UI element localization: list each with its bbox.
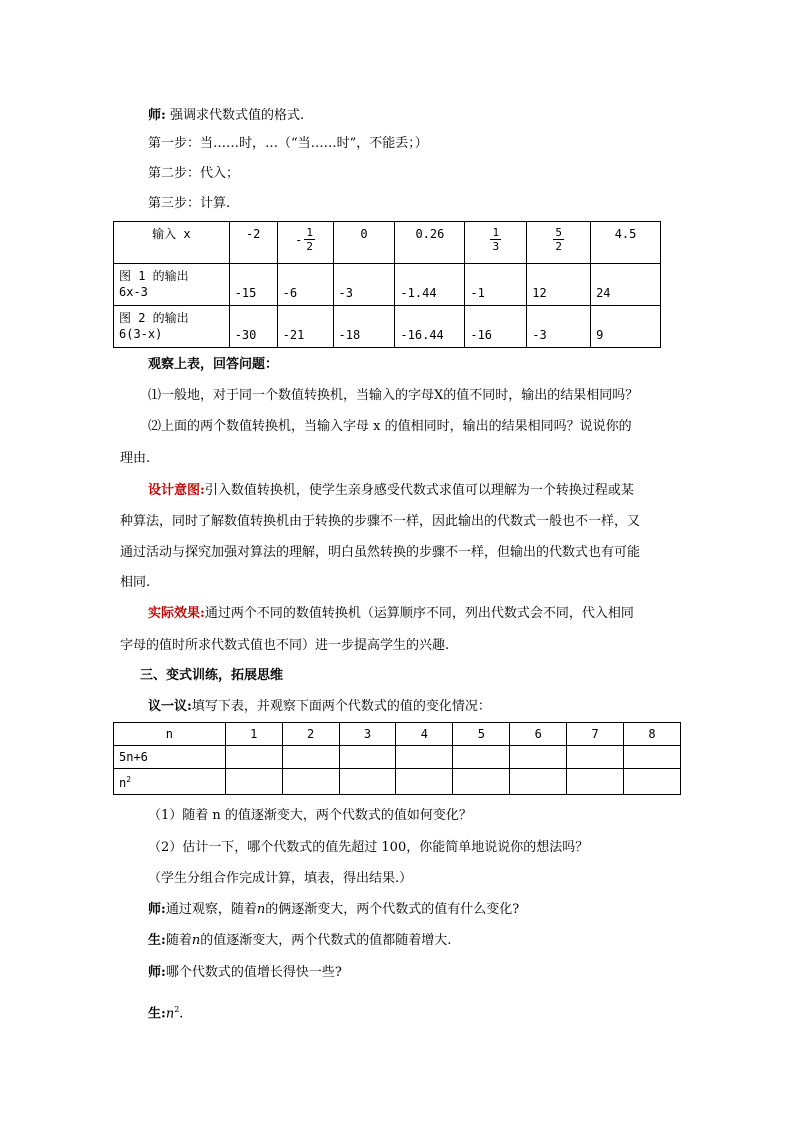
section-heading: 三、变式训练，拓展思维 [140,668,284,683]
design-line-4: 相同. [120,575,151,590]
table-cell: 9 [591,306,661,348]
table-cell: 12 [527,264,591,306]
row-label-cell: $n^2$ [114,769,226,795]
table-cell [527,222,591,264]
step-3: 第三步：计算. [148,196,231,211]
table-cell: 24 [591,264,661,306]
table-cell: -30 [229,306,277,348]
empty-cell[interactable] [396,746,453,769]
table-row [114,222,661,264]
dialog-student-1: 生:随着n的值逐渐变大，两个代数式的值都随着增大. [148,933,452,948]
group-note: （学生分组合作完成计算，填表，得出结果.） [148,871,413,886]
table-header-cell: 2 [282,723,339,746]
table-cell: -3 [527,306,591,348]
empty-cell[interactable] [282,746,339,769]
table-cell: - $\frac{1}{2}$ [277,222,333,264]
fraction: $\frac{1}{3}$ [492,226,500,253]
discuss-line: 议一议:填写下表，并观察下面两个代数式的值的变化情况： [148,699,491,714]
conversion-table [113,221,661,348]
table-header-cell: 4 [396,723,453,746]
table-header-cell: 3 [339,723,396,746]
table-header-cell: 输入 x [114,222,230,264]
teacher-label: 师: [148,108,166,123]
design-line-3: 通过活动与探究加强对算法的理解，明白虽然转换的步骤不一样，但输出的代数式也有可能 [120,545,641,560]
question-2: （2）估计一下，哪个代数式的值先超过 100，你能简单地说说你的想法吗？ [148,840,589,855]
table-cell: -1.44 [395,264,465,306]
table-header-cell: n [114,723,226,746]
table-header-cell: 1 [225,723,282,746]
fraction: $\frac{5}{2}$ [555,226,562,253]
empty-cell[interactable] [396,769,453,795]
table-header-cell: 5 [453,723,510,746]
row-label-cell: 图 1 的输出 6x-3 [114,264,230,306]
table-row [114,264,661,306]
empty-cell[interactable] [339,769,396,795]
table-cell: 0.26 [395,222,465,264]
table-cell: -21 [277,306,333,348]
table-row [114,746,681,769]
table-cell [465,222,527,264]
teacher-line-1 [148,106,304,126]
empty-cell[interactable] [510,746,567,769]
table-cell: -6 [277,264,333,306]
empty-cell[interactable] [282,769,339,795]
empty-cell[interactable] [567,769,624,795]
design-line-2: 种算法，同时了解数值转换机由于转换的步骤不一样，因此输出的代数式一般也不一样，又 [120,514,641,529]
table-row [114,769,681,795]
dialog-teacher-1: 师:通过观察，随着n的俩逐渐变大，两个代数式的值有什么变化? [148,902,520,917]
observe-title: 观察上表，回答问题： [148,357,279,372]
empty-cell[interactable] [624,746,681,769]
empty-cell[interactable] [225,769,282,795]
effect-line-2: 字母的值时所求代数式值也不同）进一步提高学生的兴趣. [120,638,450,653]
value-table [113,722,681,795]
table-header-cell: 6 [510,723,567,746]
table-cell: -15 [229,264,277,306]
observe-q2-cont: 理由. [120,451,151,466]
empty-cell[interactable] [225,746,282,769]
design-label: 设计意图: [148,483,205,498]
table-cell: -16 [465,306,527,348]
table-cell: 4.5 [591,222,661,264]
table-header-cell: 7 [567,723,624,746]
empty-cell[interactable] [339,746,396,769]
table-cell: -1 [465,264,527,306]
empty-cell[interactable] [453,769,510,795]
table-cell: 0 [333,222,395,264]
dialog-student-2: 生$:n^2$. [148,1005,184,1022]
observe-q1: ⑴一般地，对于同一个数值转换机，当输入的字母X的值不同时，输出的结果相同吗？ [148,388,639,403]
table-cell: -2 [229,222,277,264]
design-line-1: 设计意图:引入数值转换机，使学生亲身感受代数式求值可以理解为一个转换过程或某 [148,483,634,498]
step-2: 第二步：代入； [148,166,240,181]
dialog-teacher-2: 师:哪个代数式的值增长得快一些? [148,965,342,980]
empty-cell[interactable] [453,746,510,769]
table-cell: -18 [333,306,395,348]
table-row [114,723,681,746]
table-cell: -16.44 [395,306,465,348]
effect-label: 实际效果: [148,606,205,621]
empty-cell[interactable] [510,769,567,795]
effect-line-1: 实际效果:通过两个不同的数值转换机（运算顺序不同，列出代数式会不同，代入相同 [148,606,634,621]
table-cell: -3 [333,264,395,306]
row-label-cell: 5n+6 [114,746,226,769]
teacher-text: 强调求代数式值的格式. [169,108,305,123]
step-1: 第一步：当……时，…（“当……时”，不能丢；） [148,136,428,151]
table-row [114,306,661,348]
table-header-cell: 8 [624,723,681,746]
empty-cell[interactable] [624,769,681,795]
fraction: $\frac{1}{2}$ [306,226,314,253]
empty-cell[interactable] [567,746,624,769]
row-label-cell: 图 2 的输出 6(3-x) [114,306,230,348]
discuss-label: 议一议: [148,699,192,714]
observe-q2: ⑵上面的两个数值转换机，当输入字母 x 的值相同时，输出的结果相同吗？说说你的 [148,419,632,434]
question-1: （1）随着 n 的值逐渐变大，两个代数式的值如何变化？ [148,808,472,823]
